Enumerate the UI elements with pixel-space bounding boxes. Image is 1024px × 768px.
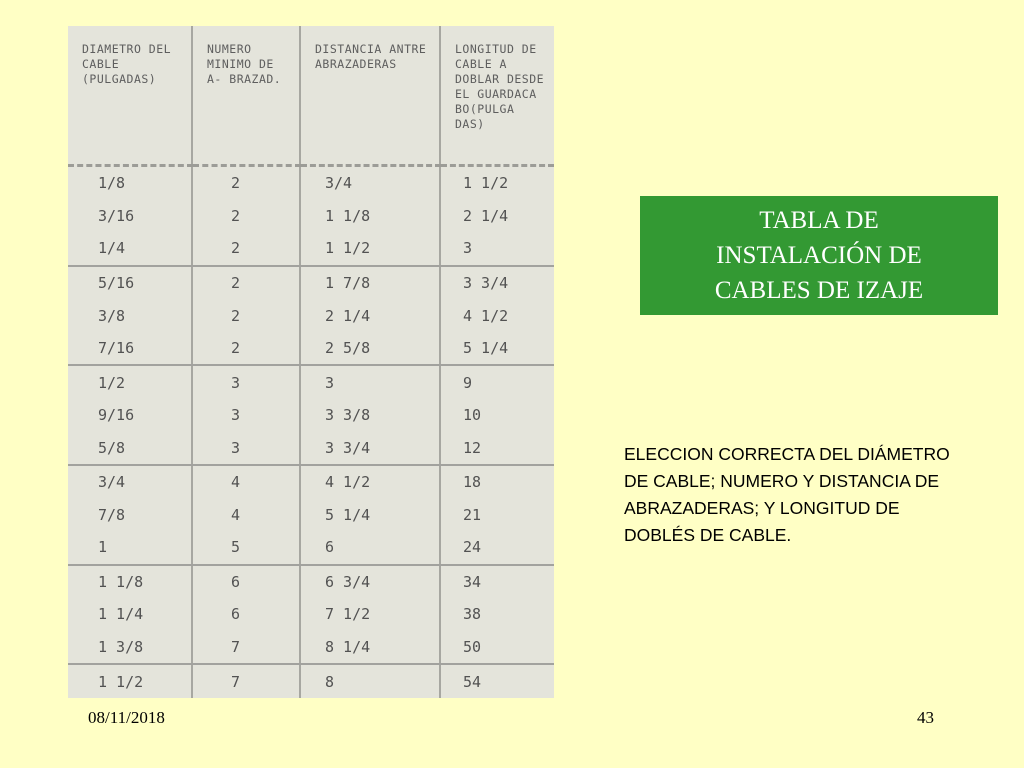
cell-diametro: 7/16 — [68, 332, 192, 366]
header-numero: NUMERO MINIMO DE A- BRAZAD. — [192, 26, 300, 166]
cable-installation-table — [68, 26, 554, 698]
cell-diametro: 1 1/2 — [68, 664, 192, 698]
cell-diametro: 5/16 — [68, 266, 192, 300]
table-row — [68, 431, 554, 465]
table-row — [68, 166, 554, 200]
table-row — [68, 299, 554, 332]
cell-longitud: 50 — [440, 631, 554, 665]
cell-longitud: 9 — [463, 373, 473, 392]
cell-distancia: 5 1/4 — [300, 499, 440, 532]
cell-distancia: 3 — [300, 365, 440, 399]
table-row — [68, 365, 554, 399]
table-header-row — [68, 26, 554, 166]
header-diametro: DIAMETRO DEL CABLE (PULGADAS) — [68, 26, 192, 166]
cell-distancia: 3 3/4 — [300, 431, 440, 465]
cell-distancia: 8 1/4 — [300, 631, 440, 665]
cell-longitud: 12 — [440, 431, 554, 465]
cell-diametro: 3/4 — [68, 465, 192, 499]
cell-numero: 7 — [192, 664, 300, 698]
cell-numero: 3 — [192, 431, 300, 465]
cell-longitud: 3 3/4 — [463, 273, 509, 292]
cell-diametro: 1 1/8 — [68, 565, 192, 599]
cell-numero: 2 — [192, 232, 300, 266]
table-row — [68, 332, 554, 366]
cell-longitud: 1 1/2 — [463, 174, 509, 193]
table-row — [68, 598, 554, 631]
cell-diametro: 3/8 — [68, 299, 192, 332]
table-row — [68, 565, 554, 599]
header-distancia: DISTANCIA ANTRE ABRAZADERAS — [300, 26, 440, 166]
cell-numero: 2 — [192, 166, 300, 200]
cell-diametro: 1 — [68, 531, 192, 565]
table-row — [68, 399, 554, 432]
cell-numero: 5 — [192, 531, 300, 565]
cell-longitud: 4 1/2 — [463, 306, 509, 325]
table-row — [68, 531, 554, 565]
cell-distancia: 6 3/4 — [300, 565, 440, 599]
cell-longitud: 21 — [463, 505, 482, 524]
cell-distancia: 1 1/2 — [300, 232, 440, 266]
cell-distancia: 1 7/8 — [300, 266, 440, 300]
cell-longitud: 5 1/4 — [440, 332, 554, 366]
cell-numero: 4 — [192, 499, 300, 532]
cell-longitud: 10 — [463, 406, 482, 425]
cell-distancia: 3 3/8 — [300, 399, 440, 432]
table-row — [68, 266, 554, 300]
slide-description: ELECCION CORRECTA DEL DIÁMETRO DE CABLE; NUMERO Y DISTANCIA DE ABRAZADERAS; Y LONGITUD DE DOBLÉS DE CABLE. — [624, 444, 950, 545]
cell-longitud: 24 — [440, 531, 554, 565]
slide-title: TABLA DE INSTALACIÓN DE CABLES DE IZAJE — [714, 207, 924, 304]
cell-diametro: 7/8 — [68, 499, 192, 532]
cell-longitud: 3 — [440, 232, 554, 266]
page-number: 43 — [917, 708, 934, 727]
cell-diametro: 1/8 — [68, 166, 192, 200]
cell-numero: 6 — [192, 565, 300, 599]
cell-numero: 2 — [192, 332, 300, 366]
cell-distancia: 7 1/2 — [300, 598, 440, 631]
footer-date: 08/11/2018 — [88, 708, 165, 727]
table-row — [68, 200, 554, 233]
cell-numero: 7 — [192, 631, 300, 665]
cell-numero: 2 — [192, 266, 300, 300]
table-body — [68, 166, 554, 699]
cell-numero: 3 — [192, 365, 300, 399]
slide-title-box — [640, 196, 998, 315]
cell-distancia: 2 1/4 — [300, 299, 440, 332]
cell-diametro: 1/4 — [68, 232, 192, 266]
cell-distancia: 1 1/8 — [300, 200, 440, 233]
cell-distancia: 6 — [300, 531, 440, 565]
cell-longitud: 34 — [463, 572, 482, 591]
cell-distancia: 2 5/8 — [300, 332, 440, 366]
cell-diametro: 5/8 — [68, 431, 192, 465]
cell-diametro: 9/16 — [68, 399, 192, 432]
scanned-table-image — [68, 26, 554, 698]
cell-diametro: 1/2 — [68, 365, 192, 399]
table-row — [68, 465, 554, 499]
cell-distancia: 3/4 — [300, 166, 440, 200]
header-longitud: LONGITUD DE CABLE A DOBLAR DESDE EL GUARDACA BO(PULGA DAS) — [440, 26, 554, 166]
cell-numero: 6 — [192, 598, 300, 631]
table-row — [68, 499, 554, 532]
cell-distancia: 4 1/2 — [300, 465, 440, 499]
cell-numero: 4 — [192, 465, 300, 499]
cell-longitud: 38 — [463, 605, 482, 624]
cell-diametro: 3/16 — [68, 200, 192, 233]
cell-diametro: 1 1/4 — [68, 598, 192, 631]
table-row — [68, 232, 554, 266]
cell-numero: 3 — [192, 399, 300, 432]
cell-longitud: 18 — [463, 473, 482, 492]
cell-distancia: 8 — [300, 664, 440, 698]
cell-diametro: 1 3/8 — [68, 631, 192, 665]
cell-longitud: 54 — [463, 672, 482, 691]
table-row — [68, 664, 554, 698]
cell-numero: 2 — [192, 200, 300, 233]
table-row — [68, 631, 554, 665]
cell-longitud: 2 1/4 — [463, 206, 509, 225]
cell-numero: 2 — [192, 299, 300, 332]
